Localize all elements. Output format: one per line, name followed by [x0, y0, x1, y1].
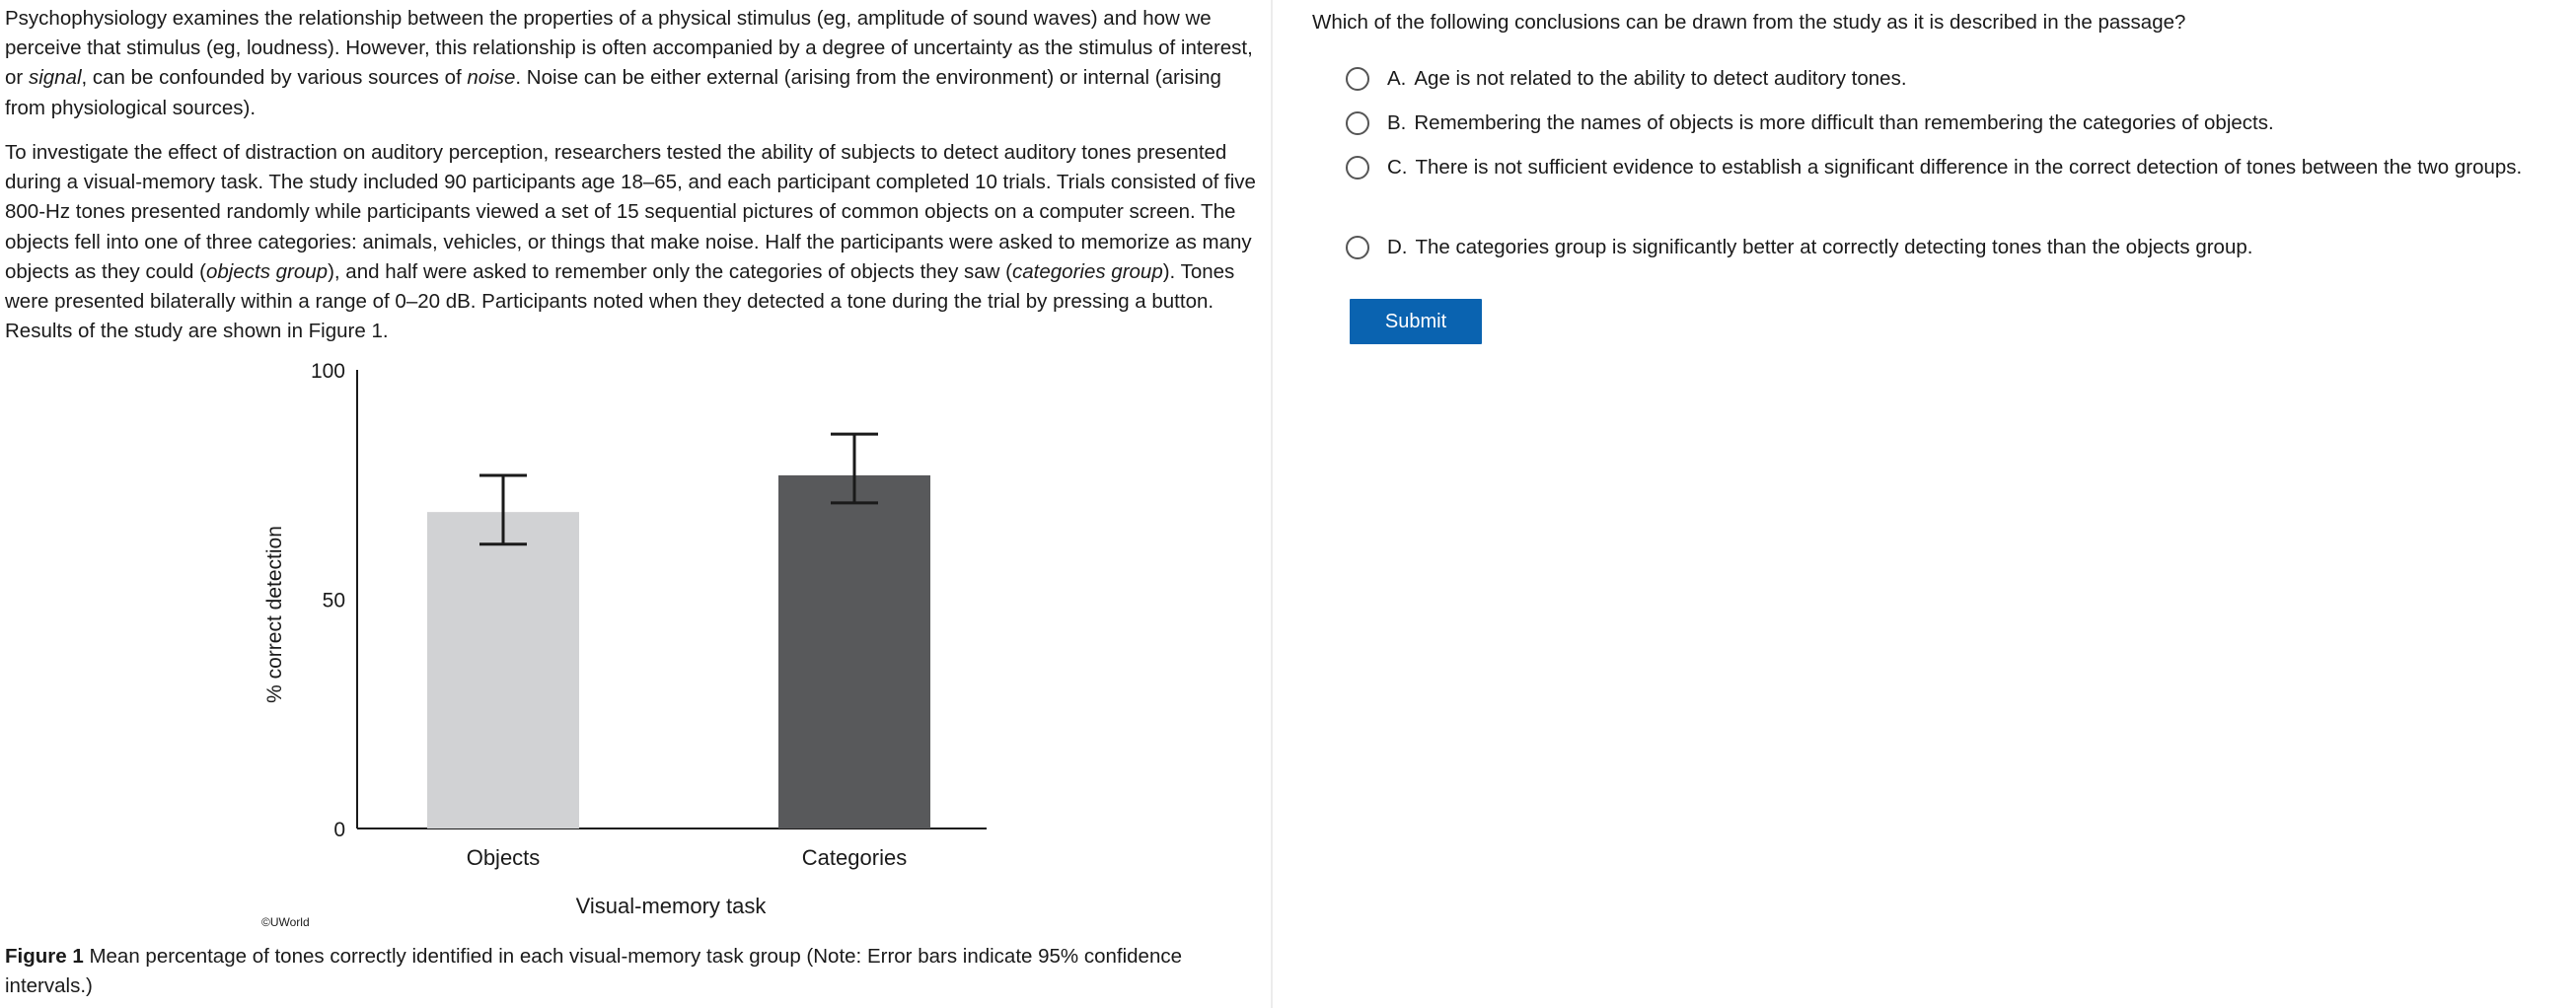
figure-caption-text: Mean percentage of tones correctly identified in each visual-memory task group (Note: Error bars indicate 95% confidence intervals.) — [5, 945, 1183, 998]
x-tick-label-categories: Categories — [801, 845, 908, 870]
passage-text-run: objects group — [205, 259, 329, 283]
passage-text-run: Psychophysiology examines the relationship between the properties of a physical stimulus (eg, amplitude of sound waves) and how we perceive that stimulus (eg, loudness). However, this relationship is often accompanied by a degree of uncertainty as the stimulus of interest, or — [5, 7, 1253, 90]
radio-b[interactable] — [1346, 111, 1369, 135]
option-d-text: The categories group is significantly better at correctly detecting tones than the objects group. — [1415, 236, 2253, 258]
radio-a[interactable] — [1346, 67, 1369, 91]
answer-option-b[interactable] — [1346, 111, 2274, 135]
submit-button[interactable]: Submit — [1350, 299, 1482, 344]
answer-option-d[interactable] — [1346, 236, 2252, 259]
question-panel — [1275, 0, 2576, 1008]
radio-d[interactable] — [1346, 236, 1369, 259]
bar-objects — [427, 512, 579, 828]
figure-caption-label: Figure 1 — [5, 945, 84, 968]
x-axis-label: Visual-memory task — [575, 894, 767, 918]
y-tick-label-100: 100 — [310, 360, 345, 383]
figure-caption — [5, 942, 1258, 1001]
passage-text-run: To investigate the effect of distraction on auditory perception, researchers tested the ability of subjects to detect auditory tones presented during a visual-memory task. The study included 90 participants age 18–65, and each participant completed 10 trials. Trials consisted of five 800-Hz tones presented randomly while participants viewed a set of 15 sequential pictures of common objects on a computer screen. The objects fell into one of three categories: animals, vehicles, or things that make noise. Half the participants were asked to memorize as many objects as they could ( — [5, 141, 1256, 283]
answer-option-a[interactable] — [1346, 67, 1907, 91]
y-tick-label-50: 50 — [322, 589, 345, 612]
passage-text-run: noise — [467, 66, 516, 90]
passage-text-run: signal — [28, 66, 82, 90]
radio-c[interactable] — [1346, 156, 1369, 180]
y-axis-label: % correct detection — [263, 526, 286, 703]
x-tick-label-objects: Objects — [466, 845, 541, 870]
figure-1-bar-chart — [0, 350, 1085, 942]
option-b-text: Remembering the names of objects is more difficult than remembering the categories of objects. — [1414, 111, 2274, 134]
passage-text-run: ), and half were asked to remember only the categories of objects they saw ( — [328, 259, 1013, 283]
answer-option-c[interactable] — [1346, 156, 2522, 180]
option-c-letter: C. — [1387, 156, 1408, 179]
option-c-text: There is not sufficient evidence to establish a significant difference in the correct detection of tones between the two groups. — [1415, 156, 2523, 179]
uworld-watermark: ©UWorld — [261, 915, 310, 929]
passage-text-run: categories group — [1012, 259, 1163, 283]
passage-text-run: . Noise can be either external (arising from the environment) or internal (arising from physiological sources). — [5, 66, 1221, 119]
option-a-text: Age is not related to the ability to detect auditory tones. — [1414, 67, 1907, 90]
option-b-letter: B. — [1387, 111, 1407, 134]
passage-text-run: , can be confounded by various sources of — [81, 66, 468, 90]
passage-text-run: ). Tones were presented bilaterally within a range of 0–20 dB. Participants noted when they detected a tone during the trial by pressing a button. Results of the study are shown in Figure 1. — [5, 259, 1235, 343]
question-stem: Which of the following conclusions can be drawn from the study as it is described in the passage? — [1312, 11, 2186, 34]
option-a-letter: A. — [1387, 67, 1407, 90]
option-d-letter: D. — [1387, 236, 1408, 258]
passage-paragraph-2 — [5, 138, 1258, 346]
passage-panel — [0, 0, 1273, 1008]
y-tick-label-0: 0 — [333, 819, 345, 841]
passage-paragraph-1 — [5, 4, 1258, 123]
bar-categories — [778, 475, 930, 828]
